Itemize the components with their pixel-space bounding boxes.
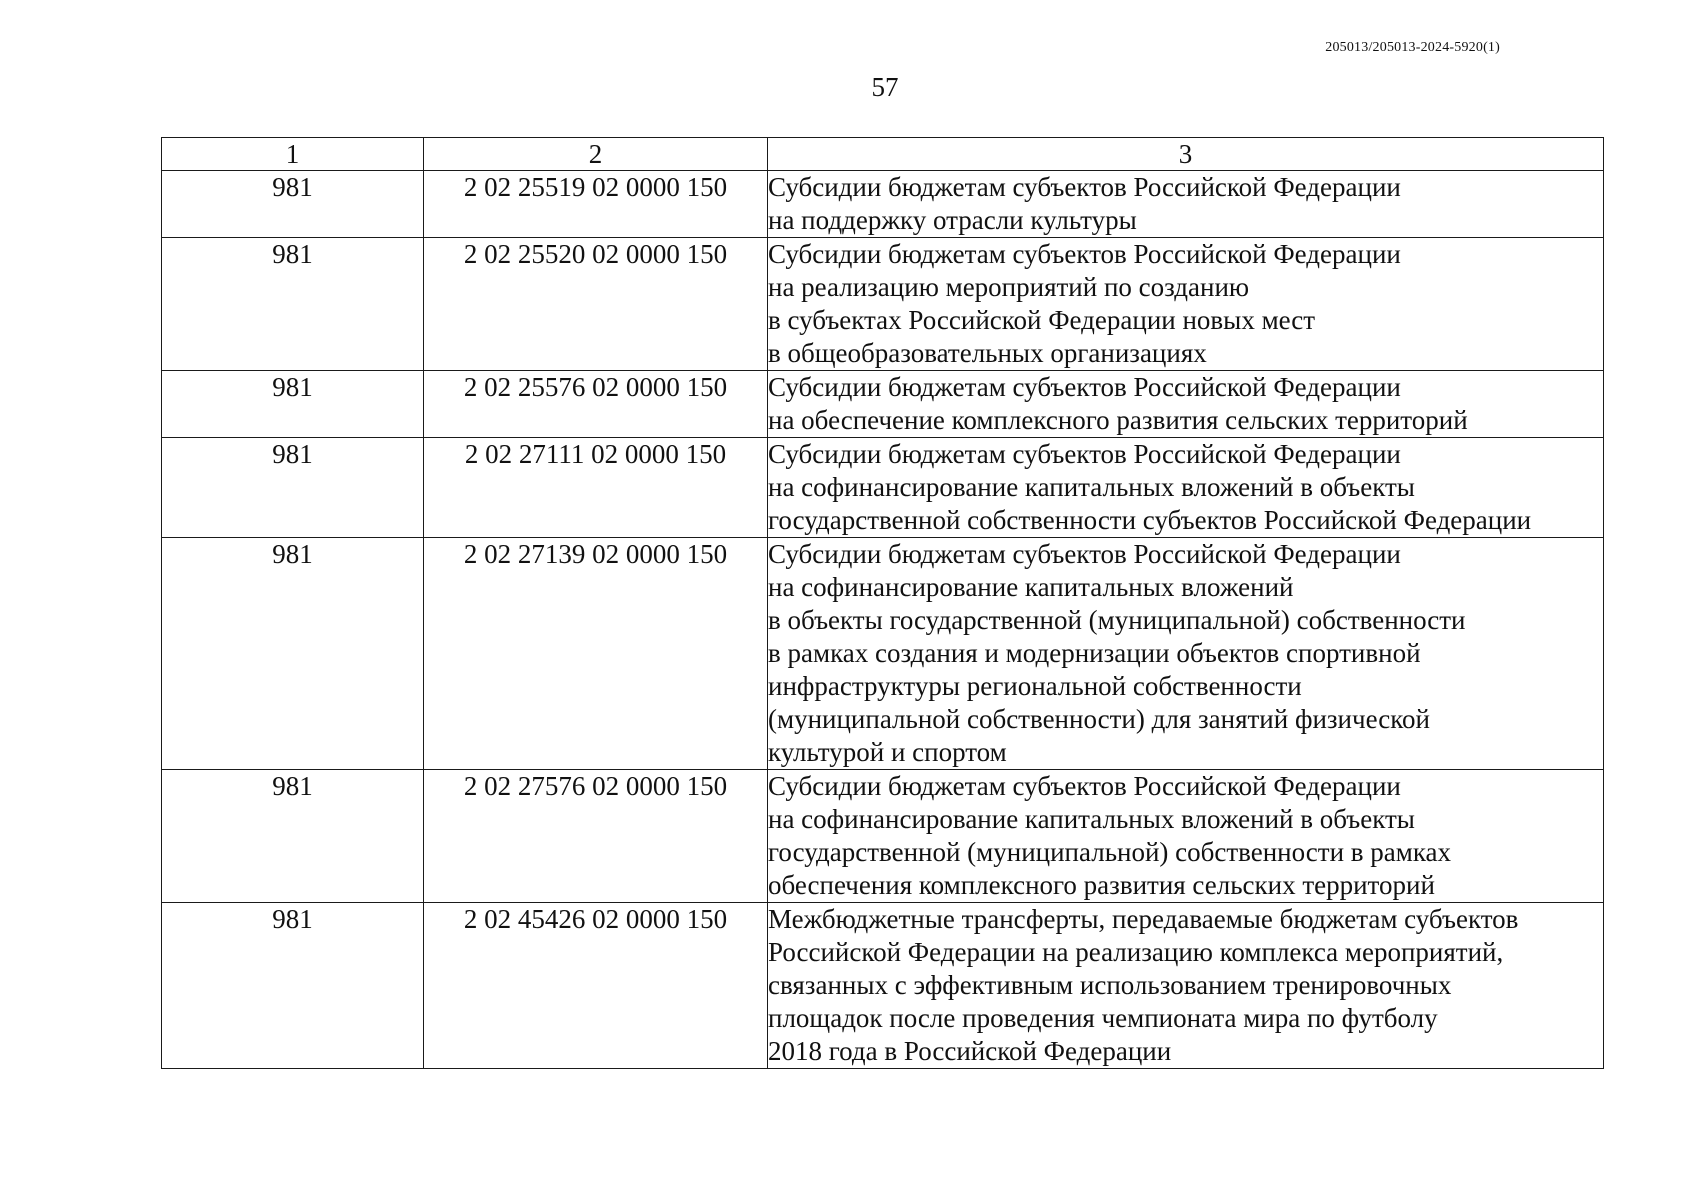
description-line: на софинансирование капитальных вложений	[768, 572, 1294, 602]
description-line: культурой и спортом	[768, 737, 1007, 767]
description-cell	[768, 903, 1604, 1069]
description-line: Межбюджетные трансферты, передаваемые бюджетам субъектов	[768, 904, 1519, 934]
description-cell	[768, 171, 1604, 238]
description-line: связанных с эффективным использованием тренировочных	[768, 970, 1452, 1000]
budget-classification-code-cell: 2 02 27139 02 0000 150	[424, 538, 768, 770]
description-line: Субсидии бюджетам субъектов Российской Федерации	[768, 771, 1401, 801]
budget-classification-code-cell: 2 02 25519 02 0000 150	[424, 171, 768, 238]
description-line: в субъектах Российской Федерации новых мест	[768, 305, 1316, 335]
table-row	[162, 770, 1604, 903]
description-line: Российской Федерации на реализацию комплекса мероприятий,	[768, 937, 1504, 967]
description-cell	[768, 371, 1604, 438]
table-row	[162, 238, 1604, 371]
table-row	[162, 538, 1604, 770]
description-line: на поддержку отрасли культуры	[768, 205, 1137, 235]
description-line: на обеспечение комплексного развития сельских территорий	[768, 405, 1468, 435]
description-line: площадок после проведения чемпионата мира по футболу	[768, 1003, 1438, 1033]
description-cell	[768, 770, 1604, 903]
description-line: на софинансирование капитальных вложений в объекты	[768, 472, 1415, 502]
admin-code-cell: 981	[162, 171, 424, 238]
description-line: Субсидии бюджетам субъектов Российской Федерации	[768, 239, 1401, 269]
admin-code-cell: 981	[162, 438, 424, 538]
description-line: в общеобразовательных организациях	[768, 338, 1207, 368]
description-line: инфраструктуры региональной собственности	[768, 671, 1302, 701]
admin-code-cell: 981	[162, 538, 424, 770]
column-header: 1	[162, 138, 424, 171]
description-line: государственной собственности субъектов Российской Федерации	[768, 505, 1532, 535]
description-line: государственной (муниципальной) собственности в рамках	[768, 837, 1452, 867]
description-line: в рамках создания и модернизации объектов спортивной	[768, 638, 1421, 668]
admin-code-cell: 981	[162, 770, 424, 903]
description-cell	[768, 538, 1604, 770]
admin-code-cell: 981	[162, 903, 424, 1069]
description-line: на реализацию мероприятий по созданию	[768, 272, 1250, 302]
budget-classification-code-cell: 2 02 45426 02 0000 150	[424, 903, 768, 1069]
page-number: 57	[871, 72, 899, 102]
budget-codes-table	[161, 137, 1604, 1069]
column-header: 2	[424, 138, 768, 171]
description-line: в объекты государственной (муниципальной) собственности	[768, 605, 1466, 635]
description-line: обеспечения комплексного развития сельских территорий	[768, 870, 1435, 900]
budget-classification-code-cell: 2 02 27576 02 0000 150	[424, 770, 768, 903]
admin-code-cell: 981	[162, 371, 424, 438]
description-line: Субсидии бюджетам субъектов Российской Федерации	[768, 439, 1401, 469]
table-row	[162, 438, 1604, 538]
table-body	[162, 171, 1604, 1069]
description-line: 2018 года в Российской Федерации	[768, 1036, 1172, 1066]
admin-code-cell: 981	[162, 238, 424, 371]
description-line: Субсидии бюджетам субъектов Российской Федерации	[768, 372, 1401, 402]
description-cell	[768, 238, 1604, 371]
description-line: Субсидии бюджетам субъектов Российской Федерации	[768, 172, 1401, 202]
table-row	[162, 903, 1604, 1069]
description-line: (муниципальной собственности) для занятий физической	[768, 704, 1430, 734]
budget-classification-code-cell: 2 02 25520 02 0000 150	[424, 238, 768, 371]
description-line: на софинансирование капитальных вложений в объекты	[768, 804, 1415, 834]
table-row	[162, 371, 1604, 438]
table-row	[162, 171, 1604, 238]
budget-classification-code-cell: 2 02 25576 02 0000 150	[424, 371, 768, 438]
description-line: Субсидии бюджетам субъектов Российской Федерации	[768, 539, 1401, 569]
column-header: 3	[768, 138, 1604, 171]
table-header-row	[162, 138, 1604, 171]
budget-classification-code-cell: 2 02 27111 02 0000 150	[424, 438, 768, 538]
document-id: 205013/205013-2024-5920(1)	[1325, 40, 1500, 55]
description-cell	[768, 438, 1604, 538]
